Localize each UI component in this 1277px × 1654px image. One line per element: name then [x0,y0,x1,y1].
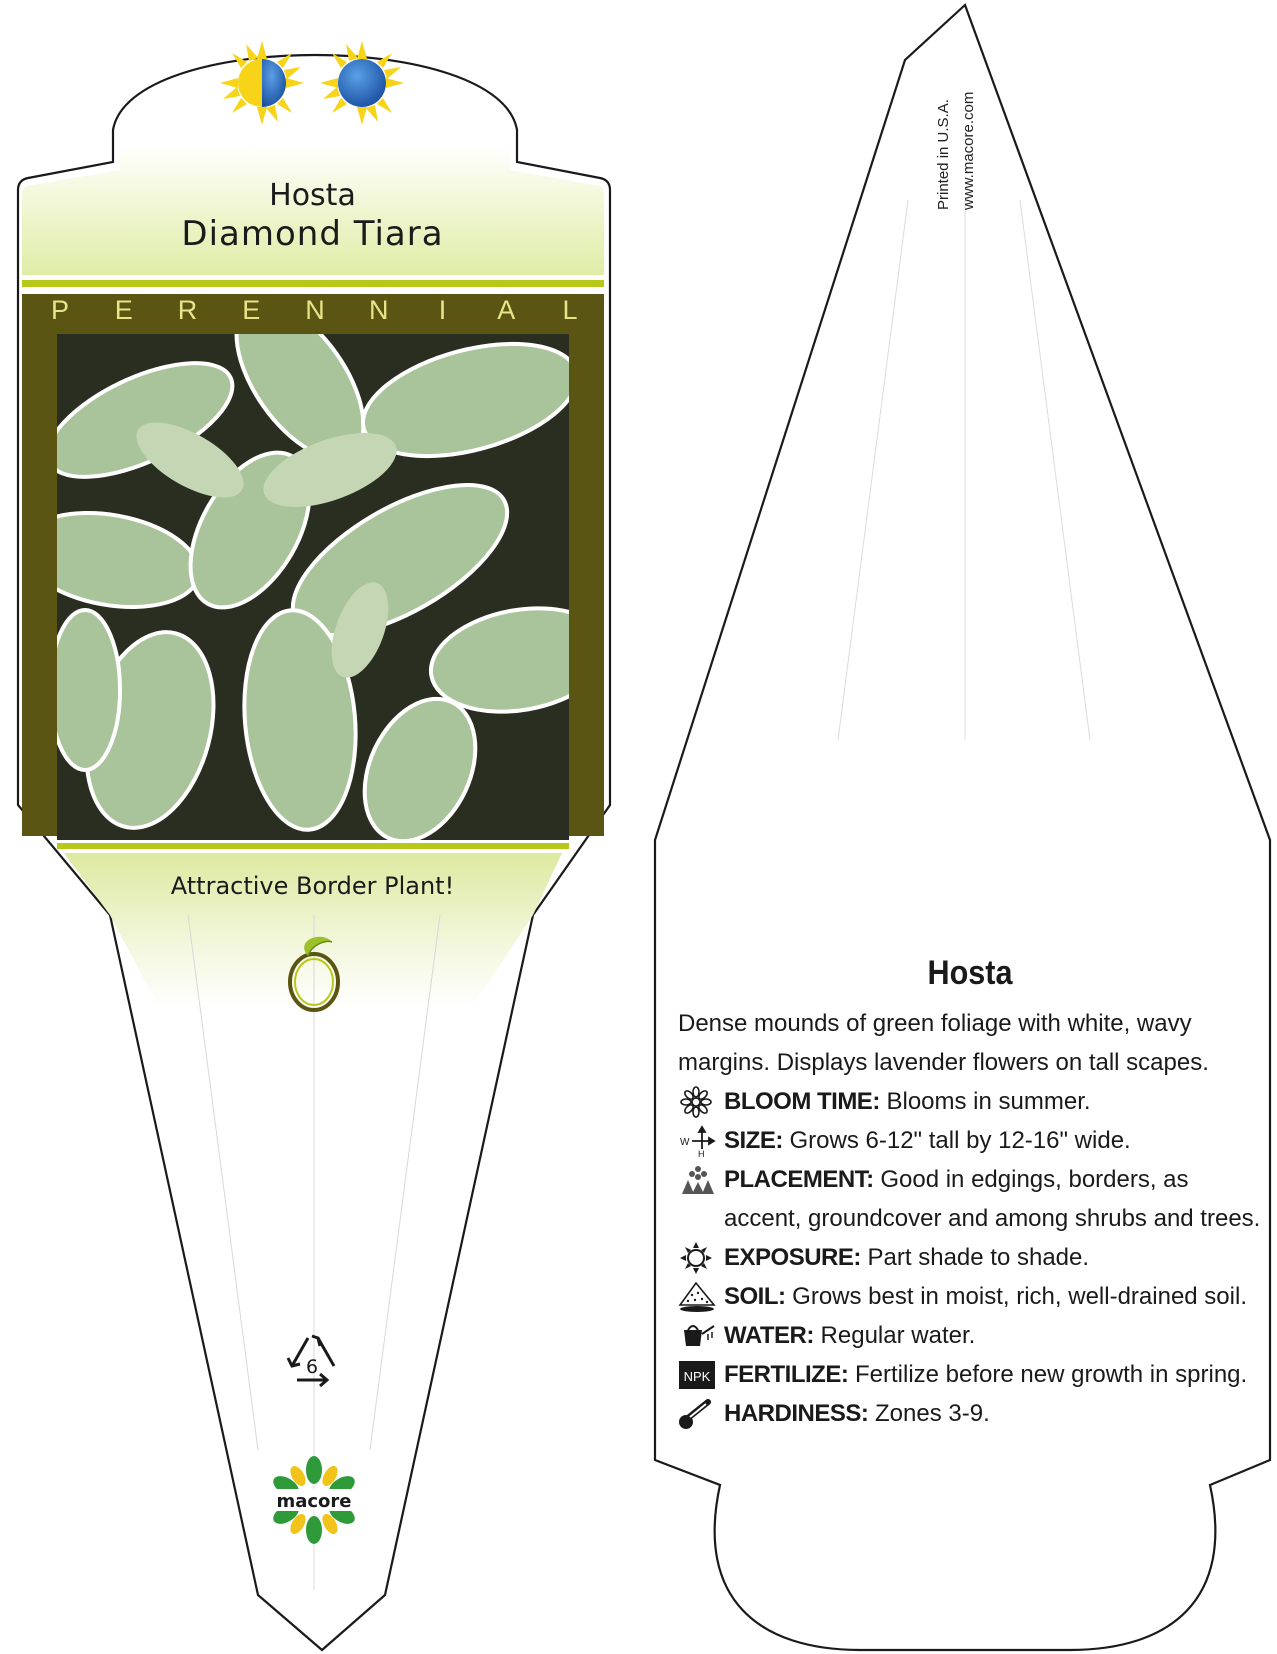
category-letter: E [242,295,261,325]
water-text: Regular water. [813,1322,976,1349]
hardiness-row [678,1394,1268,1433]
sun-exposure-icon [678,1242,718,1274]
website-label: www.macore.com [960,91,977,210]
soil-text: Grows best in moist, rich, well-drained soil. [785,1283,1247,1310]
bloom-time-text: Blooms in summer. [879,1088,1091,1115]
placement-label: PLACEMENT: [724,1166,874,1193]
category-letter: A [497,295,516,325]
back-title: Hosta [927,954,1013,992]
water-row [678,1316,1268,1355]
printed-in-label: Printed in U.S.A. [935,99,952,210]
fertilize-row [678,1355,1268,1394]
flower-icon [678,1086,718,1118]
npk-icon [678,1359,718,1391]
category-letter: L [562,295,578,325]
soil-row [678,1277,1268,1316]
water-label: WATER: [724,1322,814,1349]
tagline: Attractive Border Plant! [170,872,455,900]
placement-icon [678,1164,718,1196]
size-row [678,1121,1268,1160]
bloom-time-label: BLOOM TIME: [724,1088,880,1115]
fertilize-label: FERTILIZE: [724,1361,849,1388]
size-text: Grows 6-12" tall by 12-16" wide. [782,1127,1131,1154]
npk-text: NPK [683,1369,711,1384]
back-body [678,1004,1268,1433]
category-letter: I [438,295,447,325]
size-label: SIZE: [724,1127,783,1154]
category-letter: N [369,295,389,325]
recycle-code: 6 [305,1356,319,1378]
category-letter: R [177,295,198,325]
plant-genus: Hosta [269,178,356,213]
exposure-row [678,1238,1268,1277]
soil-label: SOIL: [724,1283,786,1310]
size-icon-h: H [698,1149,705,1157]
soil-icon [678,1281,718,1313]
bloom-time-row [678,1082,1268,1121]
thermometer-icon [678,1398,718,1430]
plant-description: Dense mounds of green foliage with white, wavy margins. Displays lavender flowers on tall scapes. [678,1010,1209,1076]
category-letter: E [114,295,133,325]
size-arrows-icon [678,1125,718,1157]
watering-can-icon [678,1320,718,1352]
exposure-label: EXPOSURE: [724,1244,861,1271]
plant-cultivar: Diamond Tiara [181,214,444,254]
category-letter: P [50,295,69,325]
placement-text: Good in edgings, borders, as accent, groundcover and among shrubs and trees. [724,1166,1261,1232]
hardiness-text: Zones 3-9. [868,1400,990,1427]
category-letter: N [305,295,325,325]
size-icon-w: W [680,1137,690,1148]
hardiness-label: HARDINESS: [724,1400,869,1427]
exposure-text: Part shade to shade. [860,1244,1090,1271]
brand-name: macore [276,1491,352,1512]
fertilize-text: Fertilize before new growth in spring. [848,1361,1248,1388]
placement-row [678,1160,1268,1238]
